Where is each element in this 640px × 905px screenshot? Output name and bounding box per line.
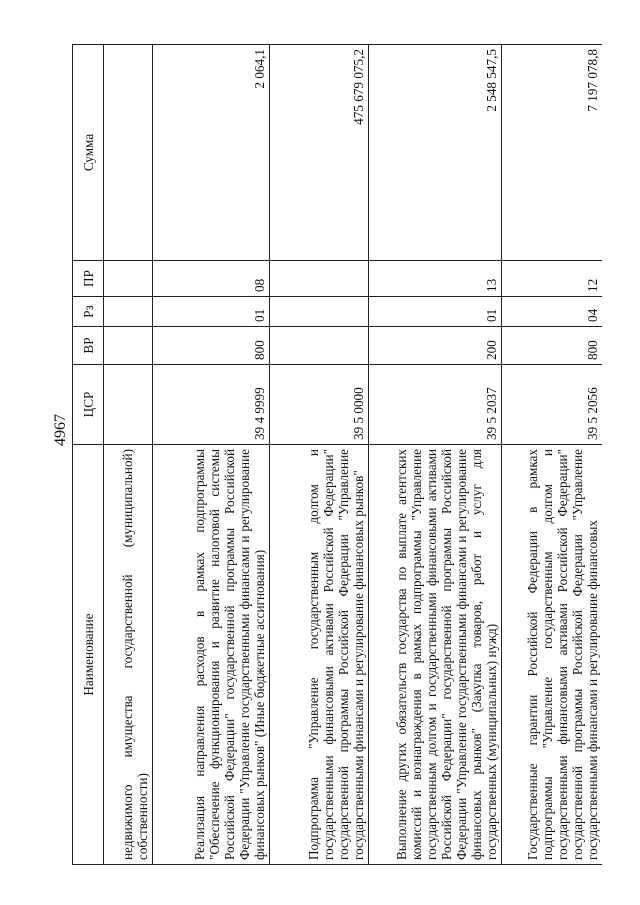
row-vr: 800 — [153, 327, 270, 365]
row-name: Подпрограмма "Управление государственным долгом и государственными финансовыми активами Российской Федерации" государственной программы Российской Федерации "Управление государственными финансами и регулирование финансовых рынков" — [270, 445, 369, 865]
table-row — [270, 45, 369, 865]
row-rz: 01 — [153, 297, 270, 327]
table-header-row — [73, 45, 104, 865]
row-pr: 12 — [502, 261, 603, 297]
row-name: Реализация направления расходов в рамках подпрограммы "Обеспечение функционирования и развитие налоговой системы Российской Федерации" государственной программы Российской Федерации "Управление государственными финансами и регулирование финансовых рынков" (Иные бюджетные ассигнования) — [153, 445, 270, 865]
row-name: недвижимого имущества государственной (муниципальной) собственности) — [104, 445, 153, 865]
row-rz: 01 — [369, 297, 502, 327]
table-row — [502, 45, 603, 865]
row-sum: 2 064,1 — [153, 45, 270, 261]
header-sum: Сумма — [73, 45, 104, 261]
header-vr: ВР — [73, 327, 104, 365]
row-csr: 39 5 0000 — [270, 365, 369, 445]
table-row — [153, 45, 270, 865]
row-csr — [104, 365, 153, 445]
row-pr — [104, 261, 153, 297]
row-vr — [104, 327, 153, 365]
row-csr: 39 5 2037 — [369, 365, 502, 445]
row-csr: 39 4 9999 — [153, 365, 270, 445]
table-row — [104, 45, 153, 865]
row-sum: 2 548 547,5 — [369, 45, 502, 261]
row-pr: 08 — [153, 261, 270, 297]
row-sum — [104, 45, 153, 261]
table-row — [369, 45, 502, 865]
row-vr: 800 — [502, 327, 603, 365]
header-pr: ПР — [73, 261, 104, 297]
row-rz — [270, 297, 369, 327]
page-number: 4967 — [52, 414, 69, 446]
header-csr: ЦСР — [73, 365, 104, 445]
row-rz: 04 — [502, 297, 603, 327]
header-rz: Рз — [73, 297, 104, 327]
row-vr: 200 — [369, 327, 502, 365]
row-pr: 13 — [369, 261, 502, 297]
row-name: Государственные гарантии Российской Федерации в рамках подпрограммы "Управление государственным долгом и государственными финансовыми активами Российской Федерации" государственной программы Российской Федерации "Управление государственными финансами и регулирование финансовых — [502, 445, 603, 865]
row-rz — [104, 297, 153, 327]
row-sum: 475 679 075,2 — [270, 45, 369, 261]
row-name: Выполнение других обязательств государства по выплате агентских комиссий и вознаграждения в рамках подпрограммы "Управление государственным долгом и государственными финансовыми активами Российской Федерации" государственной программы Российской Федерации "Управление государственными финансами и регулирование финансовых рынков" (Закупка товаров, работ и услуг для государственных (муниципальных) нужд) — [369, 445, 502, 865]
row-csr: 39 5 2056 — [502, 365, 603, 445]
row-sum: 7 197 078,8 — [502, 45, 603, 261]
row-vr — [270, 327, 369, 365]
row-pr — [270, 261, 369, 297]
header-name: Наименование — [73, 445, 104, 865]
budget-table — [72, 44, 602, 865]
budget-table-wrapper — [72, 45, 640, 860]
